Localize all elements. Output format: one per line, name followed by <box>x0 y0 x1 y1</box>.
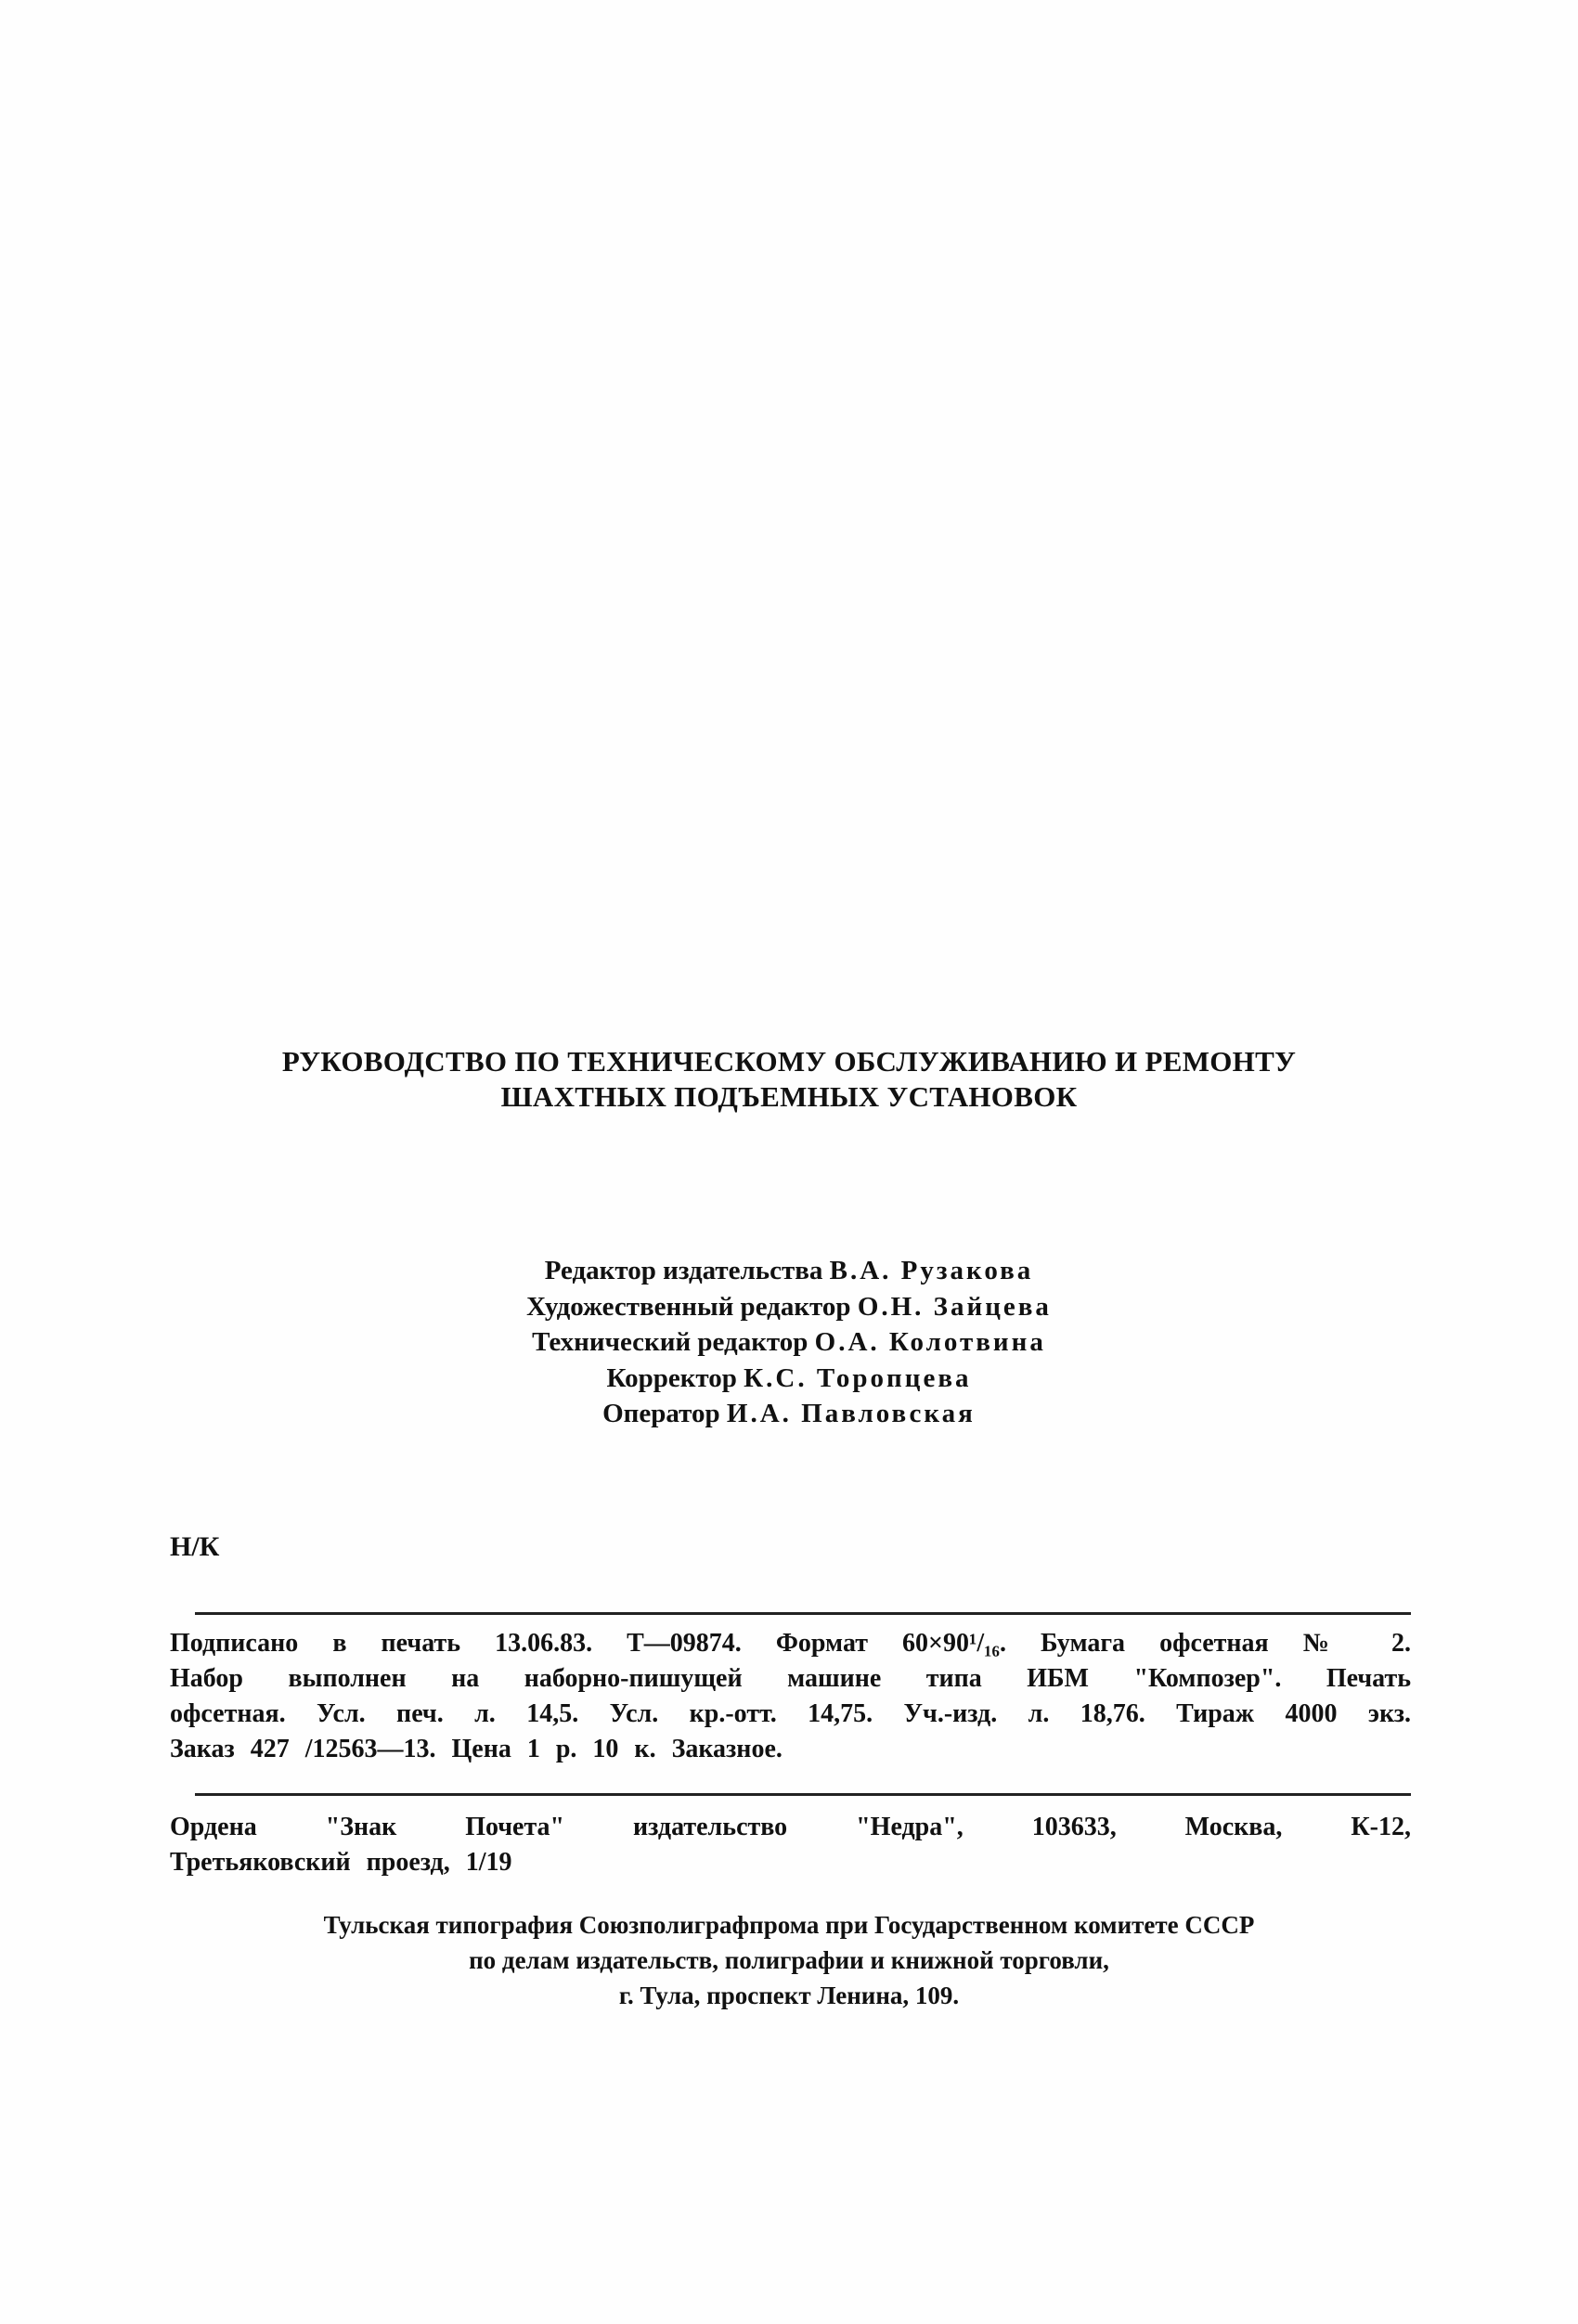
credit-line <box>0 1253 1578 1289</box>
imprint-line-4: Заказ 427 /12563—13. Цена 1 р. 10 к. Заказное. <box>170 1735 783 1763</box>
credit-name: И.А. Павловская <box>726 1399 976 1428</box>
printer-block <box>0 1907 1578 2013</box>
credit-role: Редактор издательства <box>544 1256 823 1285</box>
credit-role: Художественный редактор <box>526 1291 851 1322</box>
credits-block <box>0 1253 1578 1432</box>
credit-name: В.А. Рузакова <box>829 1256 1034 1285</box>
printer-line-1: Тульская типография Союзполиграфпрома при Государственном комитете СССР <box>323 1911 1255 1939</box>
divider-top <box>195 1612 1411 1615</box>
credit-line <box>0 1361 1578 1397</box>
credit-line <box>0 1289 1578 1325</box>
credit-line <box>0 1324 1578 1361</box>
publisher-line-2: Третьяковский проезд, 1/19 <box>170 1848 512 1877</box>
credit-name: О.А. Колотвина <box>814 1327 1046 1357</box>
imprint-line-1: Подписано в печать 13.06.83. Т—09874. Формат 60×90¹/₁₆. Бумага офсетная № 2. <box>170 1629 1411 1658</box>
credit-role: Оператор <box>602 1399 720 1428</box>
book-title-line-1: РУКОВОДСТВО ПО ТЕХНИЧЕСКОМУ ОБСЛУЖИВАНИЮ И РЕМОНТУ <box>281 1045 1297 1078</box>
printer-line-3: г. Тула, проспект Ленина, 109. <box>618 1982 960 2009</box>
classification-code: Н/К <box>170 1531 220 1562</box>
divider-bottom <box>195 1793 1411 1796</box>
imprint-line-3: офсетная. Усл. печ. л. 14,5. Усл. кр.-отт. 14,75. Уч.-изд. л. 18,76. Тираж 4000 экз. <box>170 1699 1411 1728</box>
credit-name: К.С. Торопцева <box>744 1362 972 1393</box>
publisher-block <box>170 1810 1411 1880</box>
printer-line-2: по делам издательств, полиграфии и книжной торговли, <box>469 1946 1109 1974</box>
book-title-line-2: ШАХТНЫХ ПОДЪЕМНЫХ УСТАНОВОК <box>500 1080 1078 1113</box>
credit-role: Корректор <box>606 1362 737 1393</box>
credit-role: Технический редактор <box>532 1327 808 1357</box>
credit-name: О.Н. Зайцева <box>857 1291 1052 1322</box>
publisher-line-1: Ордена "Знак Почета" издательство "Недра", 103633, Москва, К-12, <box>170 1813 1411 1841</box>
imprint-line-2: Набор выполнен на наборно-пишущей машине типа ИБМ "Композер". Печать <box>170 1664 1411 1693</box>
credit-line <box>0 1396 1578 1432</box>
imprint-block <box>170 1626 1411 1767</box>
